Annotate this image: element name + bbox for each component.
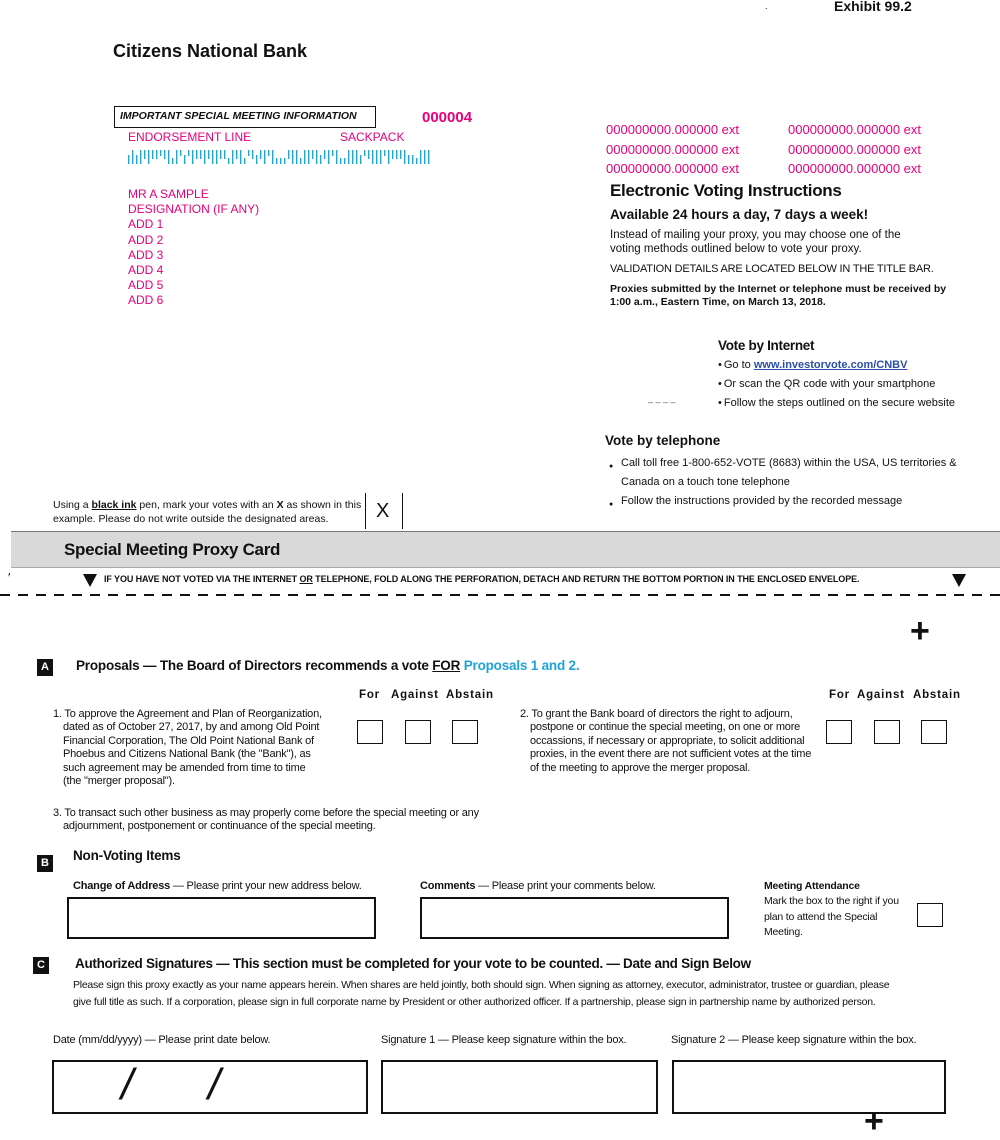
barcode-bar (424, 150, 425, 164)
proposal-1-line: (the "merger proposal"). (63, 775, 175, 788)
barcode-bar (256, 155, 257, 164)
control-number: 000004 (422, 109, 473, 126)
barcode-bar (356, 150, 357, 164)
proposal-1-line: dated as of October 27, 2017, by and among Old Point (63, 721, 320, 734)
barcode-bar (280, 158, 281, 164)
col-abstain-1: Abstain (446, 689, 494, 701)
phone-line: Canada on a touch tone telephone (621, 476, 790, 488)
available-hours: Available 24 hours a day, 7 days a week! (610, 207, 869, 222)
sample-x-mark: X (376, 500, 390, 522)
phone-line: ● Follow the instructions provided by the recorded message (621, 492, 957, 511)
barcode-bar (172, 158, 173, 164)
proposal-1-line: such agreement may be amended from time to time (63, 761, 306, 774)
barcode-bar (216, 150, 217, 164)
fold-tick: ′ (8, 570, 11, 585)
barcode-bar (348, 150, 349, 164)
address-label-bold: Change of Address (73, 880, 171, 892)
barcode-bar (204, 150, 205, 164)
barcode-bar (388, 150, 389, 164)
barcode-bar (144, 150, 145, 159)
fold-post: TELEPHONE, FOLD ALONG THE PERFORATION, DETACH AND RETURN THE BOTTOM PORTION IN THE ENCLOSED ENVELOPE. (312, 574, 860, 584)
barcode-bar (184, 155, 185, 164)
date-slash-2: / (208, 1060, 221, 1109)
intro-line: Instead of mailing your proxy, you may choose one of the (610, 229, 901, 241)
barcode-bar (328, 150, 329, 164)
barcode-bar (220, 150, 221, 159)
section-a-title (76, 658, 579, 673)
vote-internet-goto (718, 359, 907, 371)
address-label-rest: — Please print your new address below. (170, 880, 362, 892)
sample-mark-left-rule (365, 493, 366, 529)
barcode-bar (208, 150, 209, 159)
barcode-bar (236, 150, 237, 159)
ink-x: X (276, 499, 284, 511)
address-line: ADD 6 (128, 293, 164, 308)
proposal-2-line: proxies, in the event there are not sufficient votes at the time (530, 748, 812, 761)
barcode-bar (260, 150, 261, 159)
change-of-address-input[interactable] (67, 897, 376, 939)
barcode-bar (400, 150, 401, 159)
deadline-note (610, 283, 946, 309)
vote-internet-title: Vote by Internet (718, 338, 815, 353)
proposal-2-abstain-checkbox[interactable] (921, 720, 947, 744)
ext-code: 000000000.000000 ext (606, 122, 740, 137)
vote-internet-qr: • Or scan the QR code with your smartphone (718, 378, 935, 390)
col-for-2: For (829, 689, 850, 701)
barcode-bar (244, 158, 245, 164)
ext-code: 000000000.000000 ext (788, 141, 922, 157)
electronic-voting-title: Electronic Voting Instructions (610, 181, 842, 200)
col-against-1: Against (391, 689, 439, 701)
fold-arrow-left (83, 574, 97, 587)
barcode-bar (336, 150, 337, 164)
corner-dot: . (765, 1, 768, 11)
barcode-bar (200, 150, 201, 159)
barcode-bar (308, 150, 309, 164)
barcode-bar (132, 150, 133, 164)
barcode-bar (364, 150, 365, 156)
barcode-bar (228, 158, 229, 164)
barcode-bar (352, 150, 353, 164)
signature-1-label: Signature 1 — Please keep signature within the box. (381, 1034, 627, 1046)
barcode-bar (164, 150, 165, 159)
proposal-1-abstain-checkbox[interactable] (452, 720, 478, 744)
endorsement-line: ENDORSEMENT LINE (128, 130, 252, 144)
validation-note: VALIDATION DETAILS ARE LOCATED BELOW IN THE TITLE BAR. (610, 263, 934, 275)
signature-2-label: Signature 2 — Please keep signature within the box. (671, 1034, 917, 1046)
barcode-bar (264, 150, 265, 164)
signature-2-input[interactable] (672, 1060, 946, 1114)
proposal-1-line: Phoebus and Citizens National Bank (the "Bank"), as (63, 748, 311, 761)
sackpack: SACKPACK (340, 130, 405, 144)
barcode-bar (232, 150, 233, 164)
telephone-instructions (621, 454, 957, 511)
barcode-bar (420, 150, 421, 164)
barcode-bar (312, 150, 313, 159)
qr-placeholder: – – – – (648, 397, 676, 407)
barcode-bar (224, 150, 225, 159)
section-a-title-for: FOR (432, 658, 461, 673)
barcode-bar (276, 158, 277, 164)
barcode-bar (300, 158, 301, 164)
barcode-bar (416, 158, 417, 164)
barcode-bar (412, 155, 413, 164)
comments-label-rest: — Please print your comments below. (475, 880, 656, 892)
intro-line: voting methods outlined below to vote your proxy. (610, 243, 862, 255)
fold-instruction (104, 574, 859, 584)
barcode-bar (156, 150, 157, 159)
barcode-bar (168, 150, 169, 164)
meeting-attendance-text (764, 894, 899, 941)
registration-cross-top: + (910, 612, 930, 650)
barcode-bar (320, 155, 321, 164)
section-c-badge: C (33, 957, 49, 974)
proposal-2-line: 2. To grant the Bank board of directors the right to adjourn, (520, 708, 793, 720)
barcode-bar (304, 150, 305, 164)
address-line: ADD 4 (128, 263, 164, 278)
col-abstain-2: Abstain (913, 689, 961, 701)
meeting-attendance-checkbox[interactable] (917, 903, 943, 927)
address-line: ADD 3 (128, 247, 164, 262)
vote-internet-steps: • Follow the steps outlined on the secure website (718, 397, 955, 409)
proposal-2-line: of the meeting to approve the merger proposal. (530, 761, 751, 774)
barcode-bar (376, 150, 377, 164)
investorvote-link[interactable]: www.investorvote.com/CNBV (753, 359, 908, 371)
section-c-title: Authorized Signatures — This section must be completed for your vote to be counted. — Date and Sign Below (75, 956, 751, 971)
signature-1-input[interactable] (381, 1060, 658, 1114)
ink-emphasis: black ink (91, 499, 137, 511)
barcode-bar (136, 155, 137, 164)
proposal-2-for-checkbox[interactable] (826, 720, 852, 744)
barcode-bar (396, 150, 397, 159)
proposal-2-against-checkbox[interactable] (874, 720, 900, 744)
barcode-bar (340, 158, 341, 164)
electronic-intro (610, 228, 901, 256)
deadline-line: 1:00 a.m., Eastern Time, on March 13, 2018. (610, 296, 826, 308)
registration-cross-bottom: + (864, 1102, 884, 1140)
barcode-bar (140, 150, 141, 164)
section-a-title-pre: Proposals — The Board of Directors recommends a vote (76, 658, 433, 673)
signature-instruction-line: give full title as such. If a corporation, please sign in full corporate name by President or other authorized officer. If a partnership, please sign in partnership name by authorized person. (73, 996, 876, 1008)
barcode-bar (404, 150, 405, 164)
address-line: DESIGNATION (IF ANY) (128, 202, 260, 217)
barcode-bar (344, 158, 345, 164)
barcode-bar (372, 150, 373, 164)
ext-code: 000000000.000000 ext (606, 161, 740, 176)
barcode-bar (272, 150, 273, 164)
col-for-1: For (359, 689, 380, 701)
barcode-bar (248, 150, 249, 156)
fold-or: OR (299, 574, 313, 584)
barcode-bar (380, 150, 381, 164)
ink-line-2: example. Please do not write outside the designated areas. (53, 513, 329, 525)
section-a-badge: A (37, 659, 53, 676)
section-b-title: Non-Voting Items (73, 848, 181, 863)
phone-line: ● Call toll free 1-800-652-VOTE (8683) within the USA, US territories & (621, 454, 957, 473)
barcode-bar (360, 155, 361, 164)
signature-instruction-line: Please sign this proxy exactly as your name appears herein. When shares are held jointly, both should sign. When signing as attorney, executor, administrator, trustee or guardian, please (73, 979, 890, 991)
barcode-bar (296, 150, 297, 164)
barcode-bar (128, 155, 129, 164)
address-block (128, 187, 259, 309)
comments-label (420, 880, 656, 892)
ext-codes-right (788, 120, 921, 179)
fold-pre: IF YOU HAVE NOT VOTED VIA THE INTERNET (104, 574, 300, 584)
proxy-card-title: Special Meeting Proxy Card (64, 540, 281, 559)
ink-line-1 (53, 498, 361, 512)
proposal-1-text (53, 708, 322, 788)
bank-name: Citizens National Bank (113, 41, 308, 61)
vote-telephone-title: Vote by telephone (605, 433, 721, 448)
proposal-3-text (53, 807, 479, 834)
barcode-bar (332, 150, 333, 156)
barcode-bar (288, 150, 289, 159)
barcode-bar (152, 150, 153, 159)
deadline-line: Proxies submitted by the Internet or telephone must be received by (610, 283, 947, 295)
proposal-1-for-checkbox[interactable] (357, 720, 383, 744)
address-line: MR A SAMPLE (128, 187, 209, 201)
exhibit-label: Exhibit 99.2 (834, 0, 912, 14)
barcode-bar (176, 150, 177, 164)
perforation-line (0, 594, 1000, 596)
ink-pre: Using a (53, 499, 92, 511)
barcode-bar (252, 150, 253, 159)
date-label: Date (mm/dd/yyyy) — Please print date below. (53, 1034, 271, 1046)
barcode-bar (196, 150, 197, 159)
date-slash-1: / (121, 1060, 134, 1109)
ext-code: 000000000.000000 ext (606, 141, 740, 157)
section-a-title-post: Proposals 1 and 2. (460, 658, 580, 673)
change-of-address-label (73, 880, 362, 892)
barcode-bar (292, 150, 293, 164)
ext-code: 000000000.000000 ext (788, 161, 922, 176)
barcode-bar (240, 150, 241, 164)
barcode-bar (428, 150, 429, 164)
proposal-1-line: Financial Corporation, The Old Point National Bank of (63, 734, 314, 747)
address-line: ADD 1 (128, 217, 164, 232)
barcode-bar (192, 150, 193, 164)
ink-instructions (53, 498, 361, 526)
proposal-2-line: occassions, if necessary or appropriate, to solicit additional (530, 734, 805, 747)
proposal-2-text (520, 708, 811, 775)
barcode-bar (392, 150, 393, 159)
barcode-bar (268, 150, 269, 156)
important-info-text: IMPORTANT SPECIAL MEETING INFORMATION (120, 110, 357, 122)
comments-input[interactable] (420, 897, 729, 939)
section-b-badge: B (37, 855, 53, 872)
sample-mark-right-rule (402, 493, 403, 529)
attendance-line: Meeting. (764, 926, 803, 938)
attendance-line: plan to attend the Special (764, 910, 878, 923)
proposal-3-line: adjournment, postponement or continuance of the special meeting. (63, 820, 376, 833)
ext-codes-left (606, 120, 739, 179)
barcode-bar (324, 150, 325, 159)
postal-barcode (128, 150, 434, 164)
address-line: ADD 5 (128, 278, 164, 293)
address-line: ADD 2 (128, 232, 164, 247)
barcode-bar (160, 150, 161, 156)
barcode-bar (188, 150, 189, 156)
meeting-attendance-title: Meeting Attendance (764, 880, 860, 892)
ink-mid: pen, mark your votes with an (136, 499, 277, 511)
goto-text: • Go to (718, 359, 754, 371)
attendance-line: Mark the box to the right if you (764, 895, 899, 907)
section-c-instructions (73, 977, 889, 1011)
ext-code: 000000000.000000 ext (788, 122, 922, 137)
proposal-1-against-checkbox[interactable] (405, 720, 431, 744)
proposal-2-line: postpone or continue the special meeting, on one or more (530, 721, 801, 734)
barcode-bar (384, 150, 385, 156)
proposal-3-line: 3. To transact such other business as may properly come before the special meeting or any (53, 807, 479, 819)
barcode-bar (284, 158, 285, 164)
barcode-bar (212, 150, 213, 164)
fold-arrow-right (952, 574, 966, 587)
ink-post: as shown in this (283, 499, 362, 511)
proposal-1-line: 1. To approve the Agreement and Plan of Reorganization, (53, 708, 322, 720)
barcode-bar (408, 155, 409, 164)
barcode-bar (368, 150, 369, 159)
barcode-bar (316, 150, 317, 164)
comments-label-bold: Comments (420, 880, 476, 892)
barcode-bar (180, 150, 181, 156)
barcode-bar (148, 150, 149, 164)
col-against-2: Against (857, 689, 905, 701)
